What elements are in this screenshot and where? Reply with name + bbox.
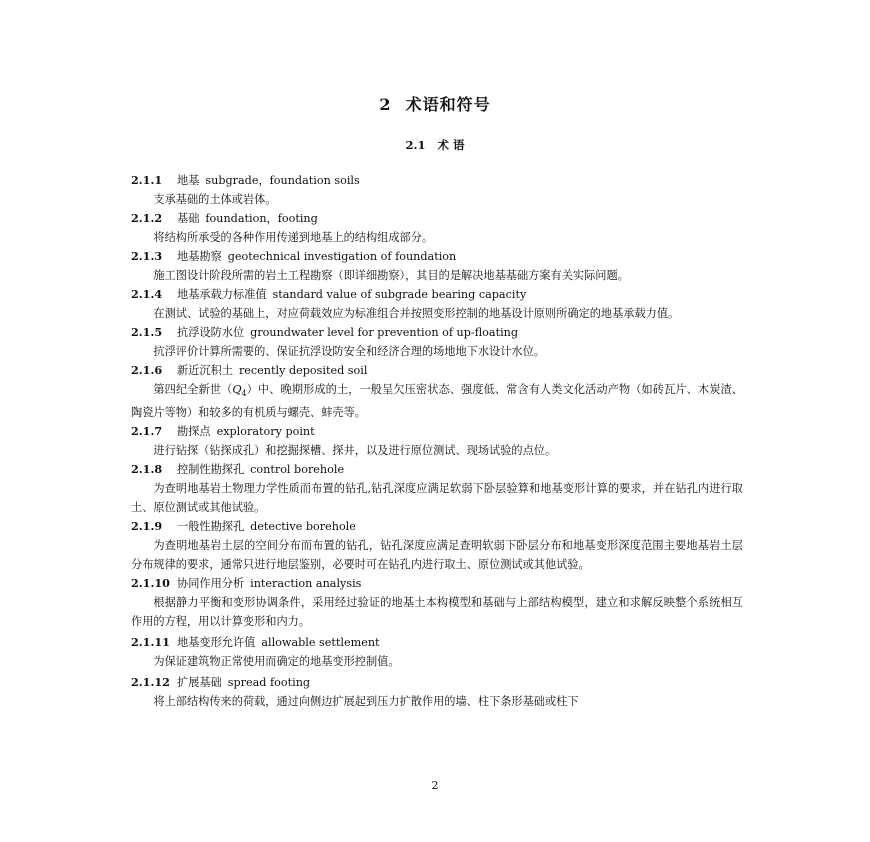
term-zh: 抗浮设防水位 (177, 326, 245, 339)
term-entry (131, 209, 743, 247)
term-definition: 为查明地基岩土物理力学性质而布置的钻孔,钻孔深度应满足软弱下卧层验算和地基变形计算的要求，并在钻孔内进行取土、原位测试或其他试验。 (131, 482, 743, 515)
term-code: 2.1.3 (131, 249, 163, 263)
term-heading (131, 460, 743, 479)
term-code: 2.1.4 (131, 287, 163, 301)
term-en: recently deposited soil (238, 364, 368, 377)
term-heading (131, 517, 743, 536)
term-entry (131, 574, 743, 631)
term-en: geotechnical investigation of foundation (227, 250, 457, 263)
term-zh: 控制性勘探孔 (177, 463, 245, 477)
term-definition: 将上部结构传来的荷载，通过向侧边扩展起到压力扩散作用的墙、柱下条形基础或柱下 (153, 695, 579, 709)
chapter-number: 2 (379, 95, 392, 114)
term-entry (131, 323, 743, 361)
term-heading (131, 247, 743, 266)
term-zh: 新近沉积土 (177, 364, 233, 377)
term-en: exploratory point (216, 425, 315, 439)
term-zh: 地基变形允许值 (177, 636, 256, 650)
term-entry (131, 517, 743, 574)
term-entry (131, 460, 743, 517)
term-en: subgrade，foundation soils (205, 174, 360, 187)
term-code: 2.1.8 (131, 462, 163, 477)
term-zh: 扩展基础 (177, 676, 222, 690)
term-code: 2.1.6 (131, 363, 163, 377)
term-heading (131, 422, 743, 441)
term-code: 2.1.7 (131, 424, 163, 439)
term-en: standard value of subgrade bearing capacity (272, 288, 527, 301)
term-definition (131, 380, 743, 422)
q-subscript: 4 (241, 389, 247, 399)
term-code: 2.1.12 (131, 675, 170, 690)
term-definition: 支承基础的土体或岩体。 (153, 193, 277, 206)
term-en: foundation，footing (205, 212, 318, 225)
section-number: 2.1 (405, 138, 426, 152)
term-heading (131, 209, 743, 228)
term-definition: 根据静力平衡和变形协调条件，采用经过验证的地基土本构模型和基础与上部结构模型，建立和求解反映整个系统相互作用的方程，用以计算变形和内力。 (131, 596, 743, 629)
term-code: 2.1.1 (131, 173, 163, 187)
term-entry (131, 673, 743, 711)
section-title-text: 术 语 (437, 138, 465, 152)
term-heading (131, 171, 743, 190)
term-zh: 勘探点 (177, 425, 211, 439)
term-heading (131, 633, 743, 652)
term-entry (131, 361, 743, 422)
term-en: control borehole (250, 463, 345, 477)
term-code: 2.1.5 (131, 325, 163, 339)
term-heading (131, 323, 743, 342)
term-code: 2.1.11 (131, 635, 170, 650)
term-zh: 地基勘察 (177, 250, 222, 263)
terms-list (131, 171, 743, 711)
term-definition: 为查明地基岩土层的空间分布而布置的钻孔，钻孔深度应满足查明软弱下卧层分布和地基变形深度范围主要地基岩土层分布规律的要求，通常只进行地层鉴别，必要时可在钻孔内进行取土、原位测试或其他试验。 (131, 539, 743, 572)
term-heading (131, 361, 743, 380)
term-en: spread footing (227, 676, 311, 690)
term-code: 2.1.9 (131, 519, 163, 534)
term-en: allowable settlement (261, 636, 380, 650)
q-symbol: Q (232, 383, 242, 396)
term-definition: 在测试、试验的基础上，对应荷载效应为标准组合并按照变形控制的地基设计原则所确定的地基承载力值。 (153, 307, 680, 320)
term-entry (131, 171, 743, 209)
definition-text: ）中、晚期形成的土，一般呈欠压密状态、强度低、常含有人类文化活动产物（如砖瓦片、木炭渣、陶瓷片等物）和较多的有机质与螺壳、蚌壳等。 (131, 383, 743, 420)
term-entry (131, 247, 743, 285)
term-heading (131, 285, 743, 304)
term-definition: 施工图设计阶段所需的岩土工程勘察（即详细勘察），其目的是解决地基基础方案有关实际问题。 (153, 269, 629, 282)
term-zh: 地基承载力标准值 (177, 288, 267, 301)
term-heading (131, 574, 743, 593)
chapter-title (0, 92, 870, 115)
term-en: groundwater level for prevention of up-floating (250, 326, 519, 339)
term-code: 2.1.10 (131, 576, 170, 591)
term-entry (131, 633, 743, 671)
term-definition: 为保证建筑物正常使用而确定的地基变形控制值。 (153, 655, 400, 669)
term-definition: 进行钻探（钻探成孔）和挖掘探槽、探井，以及进行原位测试、现场试验的点位。 (153, 444, 557, 458)
term-zh: 基础 (177, 212, 200, 225)
term-heading (131, 673, 743, 692)
term-code: 2.1.2 (131, 211, 163, 225)
term-zh: 地基 (177, 174, 200, 187)
section-title (0, 137, 870, 153)
term-en: interaction analysis (250, 577, 362, 591)
term-entry (131, 422, 743, 460)
page-number: 2 (431, 779, 439, 792)
term-definition: 抗浮评价计算所需要的、保证抗浮设防安全和经济合理的场地地下水设计水位。 (153, 345, 545, 358)
term-definition: 将结构所承受的各种作用传递到地基上的结构组成部分。 (153, 231, 434, 244)
chapter-title-text: 术语和符号 (405, 95, 491, 114)
term-en: detective borehole (250, 520, 356, 534)
definition-text: 第四纪全新世（ (153, 383, 233, 396)
term-zh: 协同作用分析 (177, 577, 245, 591)
term-zh: 一般性勘探孔 (177, 520, 245, 534)
term-entry (131, 285, 743, 323)
